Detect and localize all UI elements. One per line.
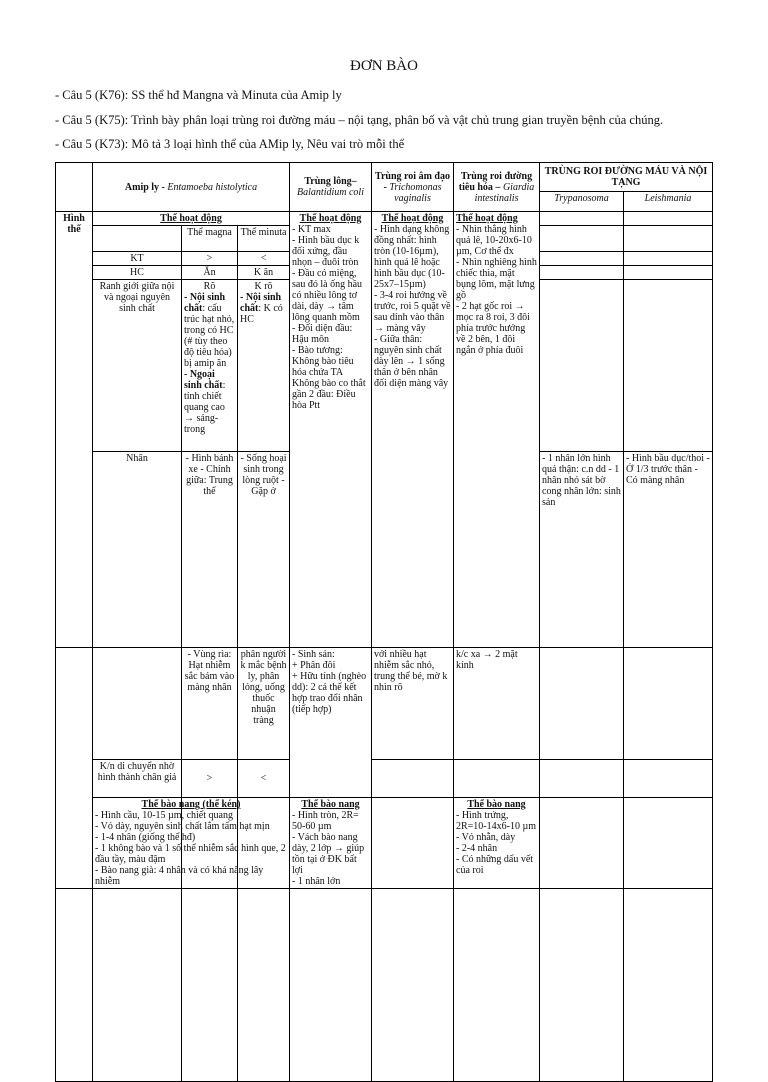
empty-cell [624, 252, 713, 266]
empty-cell [540, 648, 624, 760]
empty-cell [372, 798, 454, 889]
nhan-minuta-cont: phân người k mắc bệnh ly, phân lỏng, uống thuốc nhuận tràng [238, 648, 290, 760]
empty-cell [540, 760, 624, 798]
nhan-trichomonas: - Hình bầu dục/thoi - Ở 1/3 trước thân - Có màng nhân [624, 452, 713, 1082]
empty-cell [540, 212, 624, 226]
ranh-gioi-minuta: K rõ - Nội sinh chất: K có HC [238, 280, 290, 452]
row-label-kt: KT [93, 252, 182, 266]
header-trichomonas: Trùng roi âm đạo - Trichomonas vaginalis [372, 163, 454, 212]
row-label-nhan: Nhân [93, 452, 182, 1082]
header-blood-flagellates: TRÙNG ROI ĐƯỜNG MÁU VÀ NỘI TẠNG [540, 163, 713, 192]
minuta-heading: Thể minuta [238, 226, 290, 252]
header-balantidium: Trùng lông– Balantidium coli [290, 163, 372, 212]
balantidium-cyst-heading: Thể bào nang [301, 799, 360, 810]
kt-magna: > [182, 252, 238, 266]
row-label-kn-di-chuyen: K/n di chuyển nhờ hình thành chân giả [93, 760, 182, 798]
protozoa-table-part2 [55, 647, 713, 889]
empty-cell [540, 798, 624, 889]
empty-cell [372, 760, 454, 798]
ranh-gioi-magna: Rõ - Nội sinh chất: cấu trúc hạt nhỏ, trong có HC (# tùy theo độ tiêu hóa) bị amip ăn - Ngoại sinh chất: tính chiết quang cao → sáng-trong [182, 280, 238, 452]
empty-cell [624, 266, 713, 280]
row-label-hc: HC [93, 266, 182, 280]
empty-cell [454, 760, 540, 798]
hc-minuta: K ăn [238, 266, 290, 280]
nhan-magna: - Hình bánh xe - Chính giữa: Trung thể [182, 452, 238, 1082]
magna-heading: Thể magna [182, 226, 238, 252]
giardia-trophozoite-heading: Thể hoạt động [456, 213, 518, 224]
balantidium-trophozoite-heading: Thể hoạt động [299, 213, 362, 224]
kn-magna: > [182, 760, 238, 798]
hc-magna: Ăn [182, 266, 238, 280]
empty-cell [93, 226, 182, 252]
header-leishmania: Leishmania [624, 192, 713, 212]
amip-cyst: Thể bào nang (thể kén) - Hình cầu, 10-15 µm, chiết quang - Vỏ dày, nguyên sinh chất lắm tấm hạt mịn - 1-4 nhân (giống thể hđ) - 1 không bào và 1 số thể nhiễm sắc hình que, 2 đầu tầy, màu đậm - Bào nang già: 4 nhân và có khả năng lây nhiễm [93, 798, 290, 889]
empty-cell [624, 212, 713, 226]
page-title: ĐƠN BÀO [350, 58, 418, 74]
giardia-cyst-heading: Thể bào nang [467, 799, 526, 810]
nhan-balantidium: - 1 nhân lớn hình quả thận: c.n dd - 1 nhân nhỏ sát bờ cong nhân lớn: sinh sản [540, 452, 624, 1082]
kn-minuta: < [238, 760, 290, 798]
header-trypanosoma: Trypanosoma [540, 192, 624, 212]
header-amip: Amip ly - Entamoeba histolytica [93, 163, 290, 212]
giardia-trophozoite: Thể hoạt động - Nhìn thẳng hình quả lê, 10-20x6-10 µm, Cơ thể đx - Nhìn nghiêng hình chiếc thìa, mặt bụng lõm, mặt lưng gồ - 2 hạt gốc roi → mọc ra 8 roi, 3 đôi phía trước hướng về 2 bên, 1 đôi ngắn ở phía đuôi [454, 212, 540, 1082]
trichomonas-trophozoite: Thể hoạt động - Hình dạng không đồng nhất: hình tròn (10-16µm), hình quả lê hoặc hình bầu dục (10-25x7–15µm) - 3-4 roi hướng về trước, roi 5 quặt về sau dính vào thân → màng vây - Giữa thân: nguyên sinh chất dày lên → 1 sống thân ở bên nhân đối diện màng vây [372, 212, 454, 1082]
nhan-trichomonas-cont: với nhiều hạt nhiễm sắc nhỏ, trung thể bé, mờ k nhìn rõ [372, 648, 454, 760]
row-label-ranh-gioi: Ranh giới giữa nội và ngoại nguyên sinh chất [93, 280, 182, 452]
nhan-giardia-cont: k/c xa → 2 mặt kính [454, 648, 540, 760]
trichomonas-trophozoite-heading: Thể hoạt động [381, 213, 444, 224]
amip-trophozoite-heading: Thể hoạt động [93, 212, 290, 226]
kt-minuta: < [238, 252, 290, 266]
balantidium-reproduction: - Sinh sản: + Phân đôi + Hữu tính (nghèo dd): 2 cá thể kết hợp trao đổi nhân (tiếp hợp) [290, 648, 372, 798]
empty-cell [624, 648, 713, 760]
question-2: - Câu 5 (K75): Trình bày phân loại trùng roi đường máu – nội tạng, phân bố và vật chủ trung gian truyền bệnh của chúng. [55, 113, 664, 127]
header-giardia: Trùng roi đường tiêu hóa – Giardia intestinalis [454, 163, 540, 212]
question-3: - Câu 5 (K73): Mô tả 3 loại hình thể của AMip ly, Nêu vai trò mỗi thể [55, 137, 405, 151]
nhan-magna-cont: - Vùng rìa: Hạt nhiễm sắc bám vào màng nhân [182, 648, 238, 760]
corner-cell [56, 163, 93, 212]
empty-cell [624, 280, 713, 452]
balantidium-trophozoite: Thể hoạt động - KT max - Hình bầu dục k đối xứng, đầu nhọn – đuôi tròn - Đầu có miệng, sau đó là ống hầu có nhiều lông tơ dài, dày → tâm lông quanh mồm - Đối diện đầu: Hậu môn - Bào tương: Không bào tiêu hóa chứa TA Không bào co thắt gần 2 đầu: Điều hòa Ptt [290, 212, 372, 1082]
giardia-cyst: Thể bào nang - Hình trứng, 2R=10-14x6-10 µm - Vỏ nhẵn, dày - 2-4 nhân - Có những dấu vết của roi [454, 798, 540, 889]
balantidium-cyst: Thể bào nang - Hình tròn, 2R= 50-60 µm - Vách bào nang dày, 2 lớp → giúp tồn tại ở ĐK bất lợi - 1 nhân lớn [290, 798, 372, 889]
question-1: - Câu 5 (K76): SS thể hđ Mangna và Minuta của Amip ly [55, 88, 342, 102]
empty-cell [624, 760, 713, 798]
empty-cell [624, 798, 713, 889]
nhan-minuta: - Sống hoại sinh trong lòng ruột - Gặp ở [238, 452, 290, 1082]
row-label-hinh-the: Hình thể [56, 212, 93, 1082]
empty-cell [56, 648, 93, 889]
empty-cell [540, 226, 624, 252]
empty-cell [624, 226, 713, 252]
empty-cell [93, 648, 182, 760]
empty-cell [540, 280, 624, 452]
empty-cell [540, 252, 624, 266]
amip-cyst-heading: Thể bào nang (thể kén) [141, 799, 241, 810]
empty-cell [540, 266, 624, 280]
protozoa-table-part1 [55, 162, 713, 1082]
